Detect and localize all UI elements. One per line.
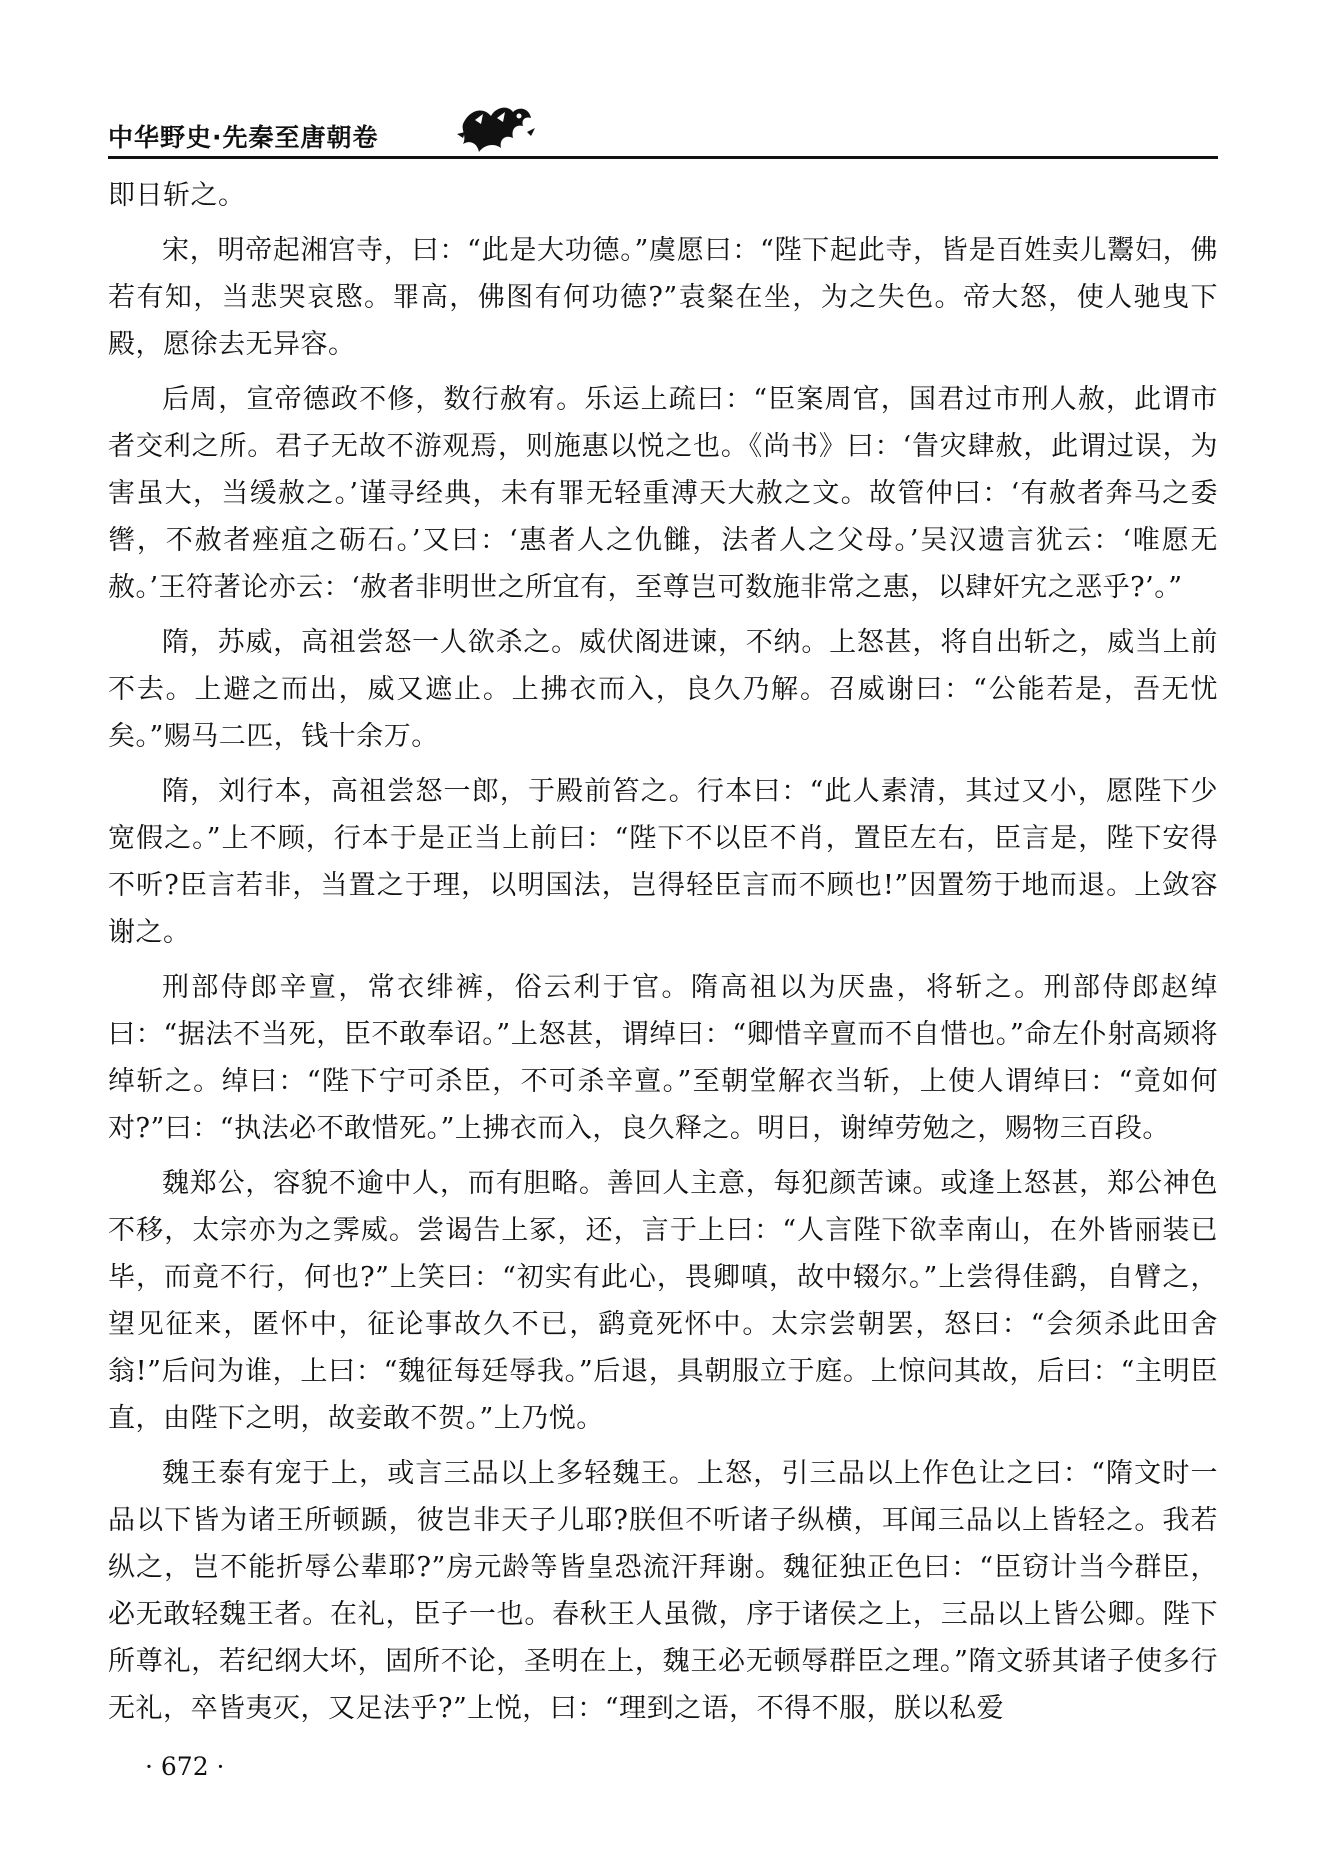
running-header <box>108 96 1218 160</box>
paragraph: 后周，宣帝德政不修，数行赦宥。乐运上疏曰：“臣案周官，国君过市刑人赦，此谓市者交利之所。君子无故不游观焉，则施惠以悦之也。《尚书》曰：‘眚灾肆赦，此谓过误，为害虽大，当缓赦之。’谨寻经典，未有罪无轻重溥天大赦之文。故管仲曰：‘有赦者奔马之委辔，不赦者痤疽之砺石。’又曰：‘惠者人之仇雠，法者人之父母。’吴汉遗言犹云：‘唯愿无赦。’王符著论亦云：‘赦者非明世之所宜有，至尊岂可数施非常之惠，以肆奸宄之恶乎?’。” <box>108 384 1218 603</box>
paragraph: 宋，明帝起湘宫寺，曰：“此是大功德。”虞愿曰：“陛下起此寺，皆是百姓卖儿鬻妇，佛若有知，当悲哭哀愍。罪高，佛图有何功德?”袁粲在坐，为之失色。帝大怒，使人驰曳下殿，愿徐去无异容。 <box>108 235 1218 360</box>
book-title: 中华野史·先秦至唐朝卷 <box>108 123 379 152</box>
page-body <box>108 172 1218 1740</box>
paragraph: 隋，刘行本，高祖尝怒一郎，于殿前笞之。行本曰：“此人素清，其过又小，愿陛下少宽假之。”上不顾，行本于是正当上前曰：“陛下不以臣不肖，置臣左右，臣言是，陛下安得不听?臣言若非，当置之于理，以明国法，岂得轻臣言而不顾也!”因置笏于地而退。上敛容谢之。 <box>108 776 1218 948</box>
page-number: · 672 · <box>145 1752 225 1781</box>
paragraph: 魏郑公，容貌不逾中人，而有胆略。善回人主意，每犯颜苦谏。或逢上怒甚，郑公神色不移，太宗亦为之霁威。尝谒告上冢，还，言于上曰：“人言陛下欲幸南山，在外皆丽装已毕，而竟不行，何也?”上笑曰：“初实有此心，畏卿嗔，故中辍尔。”上尝得佳鹞，自臂之，望见征来，匿怀中，征论事故久不已，鹞竟死怀中。太宗尝朝罢，怒曰：“会须杀此田舍翁!”后问为谁，上曰：“魏征每廷辱我。”后退，具朝服立于庭。上惊问其故，后曰：“主明臣直，由陛下之明，故妾敢不贺。”上乃悦。 <box>108 1168 1218 1434</box>
dragon-emblem-graphic <box>453 96 538 156</box>
paragraph: 隋，苏威，高祖尝怒一人欲杀之。威伏阁进谏，不纳。上怒甚，将自出斩之，威当上前不去。上避之而出，威又遮止。上拂衣而入，良久乃解。召威谢曰：“公能若是，吾无忧矣。”赐马二匹，钱十余万。 <box>108 627 1218 752</box>
paragraph: 魏王泰有宠于上，或言三品以上多轻魏王。上怒，引三品以上作色让之曰：“隋文时一品以下皆为诸王所顿踬，彼岂非天子儿耶?朕但不听诸子纵横，耳闻三品以上皆轻之。我若纵之，岂不能折辱公辈耶?”房元龄等皆皇恐流汗拜谢。魏征独正色曰：“臣窃计当今群臣，必无敢轻魏王者。在礼，臣子一也。春秋王人虽微，序于诸侯之上，三品以上皆公卿。陛下所尊礼，若纪纲大坏，固所不论，圣明在上，魏王必无顿辱群臣之理。”隋文骄其诸子使多行无礼，卒皆夷灭，又足法乎?”上悦，曰：“理到之语，不得不服，朕以私爱 <box>108 1458 1218 1724</box>
paragraph: 刑部侍郎辛亶，常衣绯裤，俗云利于官。隋高祖以为厌蛊，将斩之。刑部侍郎赵绰曰：“据法不当死，臣不敢奉诏。”上怒甚，谓绰曰：“卿惜辛亶而不自惜也。”命左仆射高颎将绰斩之。绰曰：“陛下宁可杀臣，不可杀辛亶。”至朝堂解衣当斩，上使人谓绰曰：“竟如何对?”曰：“执法必不敢惜死。”上拂衣而入，良久释之。明日，谢绰劳勉之，赐物三百段。 <box>108 972 1218 1144</box>
header-rule <box>108 156 1218 159</box>
dragon-emblem-icon <box>453 96 538 156</box>
paragraph: 即日斩之。 <box>108 180 246 211</box>
